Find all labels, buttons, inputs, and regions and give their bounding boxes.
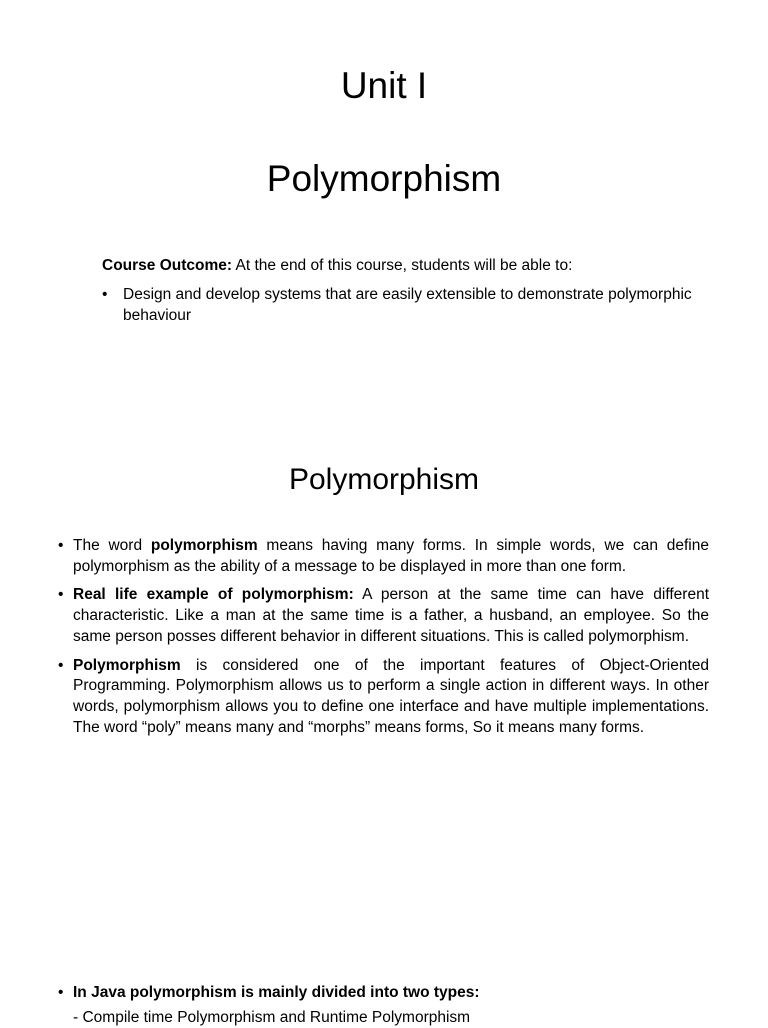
definition-item xyxy=(58,585,709,647)
definition-item-bold: polymorphism xyxy=(150,537,258,554)
definition-item-bold: Polymorphism xyxy=(73,656,181,674)
course-outcome-text: At the end of this course, students will be able to: xyxy=(232,257,573,274)
slide-title: Polymorphism xyxy=(288,463,480,496)
types-block xyxy=(58,983,709,1028)
definition-item-bold: Real life example of polymorphism: xyxy=(73,586,354,604)
types-heading xyxy=(58,983,709,1004)
course-outcome-list xyxy=(102,284,702,326)
course-outcome-lead xyxy=(102,256,702,276)
definition-item-post: A person at the same time can have different characteristic. Like a man at the same time is a father, a husband, an employee. So the same person posses different behavior in different situations. This is called polymorphism. xyxy=(73,586,709,645)
definition-item xyxy=(58,656,709,739)
course-outcome xyxy=(102,256,702,326)
definition-item xyxy=(58,536,709,577)
slide-polymorphism-definition xyxy=(0,420,768,880)
types-heading-text: In Java polymorphism is mainly divided into two types: xyxy=(73,984,480,1001)
definition-item-post: is considered one of the important features of Object-Oriented Programming. Polymorphism allows us to perform a single action in different ways. In other words, polymorphism allows you to define one interface and have multiple implementations. The word “poly” means many and “morphs” means forms, So it means many forms. xyxy=(73,656,709,736)
course-outcome-item: • Design and develop systems that are easily extensible to demonstrate polymorphic behaviour xyxy=(102,284,702,326)
definition-item-pre: The word xyxy=(73,537,151,554)
topic-title: Polymorphism xyxy=(266,158,502,199)
course-outcome-label: Course Outcome: xyxy=(102,257,233,274)
types-subtext: - Compile time Polymorphism and Runtime Polymorphism xyxy=(73,1008,471,1026)
definition-item-post: means having many forms. In simple words, we can define polymorphism as the ability of a message to be displayed in more than one form. xyxy=(73,537,709,575)
definition-list xyxy=(58,536,709,746)
slide-polymorphism-types xyxy=(0,880,768,1024)
slide-unit-intro xyxy=(0,0,768,420)
unit-title: Unit I xyxy=(340,65,428,106)
